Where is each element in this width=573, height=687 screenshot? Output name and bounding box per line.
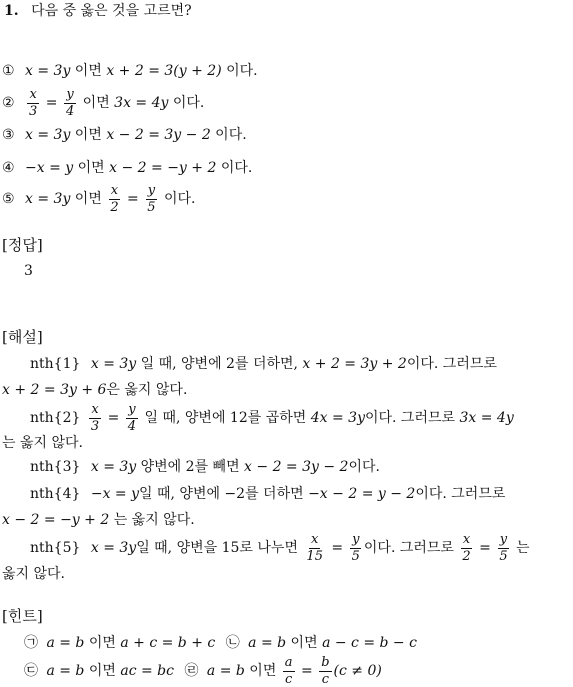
- item-text: 이다. 그러므로: [406, 356, 497, 372]
- answer-value: 3: [24, 263, 33, 279]
- option-text: 이다.: [210, 127, 247, 143]
- item-text: 이다. 그러므로: [364, 410, 460, 427]
- question-number: 1.: [4, 3, 19, 19]
- explanation-item-2-line-1: [30, 403, 514, 433]
- explanation-item-5-line-1: [30, 533, 530, 563]
- option-marker: ①: [2, 63, 15, 79]
- item-tag: nth{1}: [30, 356, 81, 372]
- item-text: 일 때, 양변을 15로 나누면: [136, 540, 303, 557]
- equals-sign: =: [127, 191, 139, 208]
- fraction: $\frac{y}{5}$: [147, 183, 156, 215]
- equals-sign: =: [107, 410, 120, 427]
- fraction: $\frac{b}{c}$: [321, 655, 330, 687]
- hint-math: a − c = b − c: [322, 635, 417, 651]
- option-math: x = 3y: [25, 191, 71, 208]
- option-5: [2, 184, 195, 214]
- explanation-item-4-line-1: [30, 487, 505, 501]
- hint-math: a = b: [206, 663, 245, 680]
- option-text: 이다.: [216, 160, 253, 176]
- hint-math: a = b: [46, 635, 85, 651]
- hint-marker: ㉡: [225, 635, 240, 651]
- item-math: 4x = 3y: [310, 410, 365, 427]
- item-text: 는 옳지 않다.: [109, 512, 195, 528]
- item-math: −x − 2 = y − 2: [308, 486, 416, 502]
- option-2: [2, 88, 204, 118]
- item-text: 일 때, 양변에 −2를 더하면: [139, 486, 309, 502]
- explanation-item-5-line-2: 옳지 않다.: [2, 566, 65, 582]
- hint-text: 이면: [84, 635, 121, 651]
- explanation-item-4-line-2: [2, 513, 195, 527]
- hint-row-2: [24, 656, 382, 686]
- item-text: 일 때, 양변에 12를 곱하면: [140, 410, 311, 427]
- item-tag: nth{4}: [30, 486, 81, 502]
- explanation-heading: [해설]: [2, 328, 43, 346]
- equals-sign: =: [479, 540, 491, 557]
- item-text: 일 때, 양변에 2를 더하면,: [136, 356, 303, 372]
- fraction: $\frac{x}{2}$: [462, 532, 471, 564]
- fraction: $\frac{x}{3}$: [29, 87, 38, 119]
- fraction: $\frac{x}{3}$: [90, 402, 100, 434]
- option-text: 이다.: [168, 95, 205, 112]
- option-text: 이면: [70, 191, 107, 208]
- hint-math: ac = bc: [120, 663, 174, 680]
- item-math: x + 2 = 3y + 2: [302, 356, 407, 372]
- hint-math: a = b: [46, 663, 85, 680]
- option-text: 이면: [73, 160, 110, 176]
- equals-sign: =: [301, 663, 313, 680]
- hint-heading: [힌트]: [2, 607, 43, 625]
- item-text: 이다.: [348, 459, 380, 475]
- option-text: 이다.: [221, 63, 258, 79]
- hint-marker: ㉣: [184, 663, 199, 680]
- fraction: $\frac{y}{4}$: [127, 402, 137, 434]
- equals-sign: =: [45, 95, 58, 112]
- item-math: x − 2 = −y + 2: [2, 512, 110, 528]
- question-header: [4, 4, 192, 18]
- hint-marker: ㉠: [24, 635, 38, 651]
- explanation-item-1-line-2: [2, 383, 187, 397]
- fraction: $\frac{a}{c}$: [284, 655, 293, 687]
- hint-math: a = b: [248, 635, 287, 651]
- hint-math: (c ≠ 0): [333, 663, 382, 680]
- explanation-item-1-line-1: [30, 357, 497, 371]
- option-text: 이다.: [159, 191, 196, 208]
- option-math: x − 2 = 3y − 2: [106, 127, 211, 143]
- option-math: x + 2 = 3(y + 2): [106, 63, 222, 79]
- option-math: x − 2 = −y + 2: [109, 160, 217, 176]
- item-tag: nth{3}: [30, 459, 81, 475]
- option-text: 이면: [78, 95, 115, 112]
- item-math: 3x = 4y: [459, 410, 514, 427]
- option-marker: ⑤: [2, 191, 15, 208]
- hint-math: a + c = b + c: [120, 635, 216, 651]
- hint-row-1: [24, 636, 417, 650]
- hint-text: 이면: [286, 635, 323, 651]
- equals-sign: =: [331, 540, 344, 557]
- item-math: x − 2 = 3y − 2: [244, 459, 349, 475]
- option-text: 이면: [70, 63, 107, 79]
- item-tag: nth{2}: [30, 410, 81, 427]
- item-tag: nth{5}: [30, 540, 81, 557]
- fraction: $\frac{y}{5}$: [499, 532, 508, 564]
- hint-text: 이면: [84, 663, 121, 680]
- option-marker: ③: [2, 127, 15, 143]
- option-math: −x = y: [25, 160, 74, 176]
- hint-marker: ㉢: [24, 663, 38, 680]
- option-math: x = 3y: [25, 63, 71, 79]
- fraction: $\frac{y}{5}$: [351, 532, 360, 564]
- fraction: $\frac{y}{4}$: [65, 87, 75, 119]
- item-text: 이다. 그러므로: [363, 540, 459, 557]
- item-text: 이다. 그러므로: [415, 486, 506, 502]
- option-3: [2, 128, 247, 142]
- question-prompt: 다음 중 옳은 것을 고르면?: [31, 3, 192, 19]
- explanation-item-3: [30, 460, 380, 474]
- option-math: x = 3y: [25, 127, 71, 143]
- option-4: [2, 161, 252, 175]
- fraction: $\frac{x}{15}$: [306, 532, 323, 564]
- fraction: $\frac{x}{2}$: [110, 183, 119, 215]
- item-text: 는: [511, 540, 530, 557]
- item-math: x = 3y: [90, 356, 137, 372]
- option-text: 이면: [70, 127, 107, 143]
- item-text: 은 옳지 않다.: [106, 382, 188, 398]
- option-1: [2, 64, 258, 78]
- item-math: x + 2 = 3y + 6: [2, 382, 107, 398]
- item-math: x = 3y: [90, 540, 137, 557]
- explanation-item-2-line-2: 는 옳지 않다.: [2, 435, 83, 451]
- option-marker: ④: [2, 160, 15, 176]
- hint-text: 이면: [244, 663, 281, 680]
- item-text: 양변에 2를 빼면: [136, 459, 245, 475]
- item-math: x = 3y: [90, 459, 137, 475]
- option-math: 3x = 4y: [114, 95, 169, 112]
- item-math: −x = y: [90, 486, 140, 502]
- option-marker: ②: [2, 95, 15, 112]
- answer-heading: [정답]: [2, 236, 43, 254]
